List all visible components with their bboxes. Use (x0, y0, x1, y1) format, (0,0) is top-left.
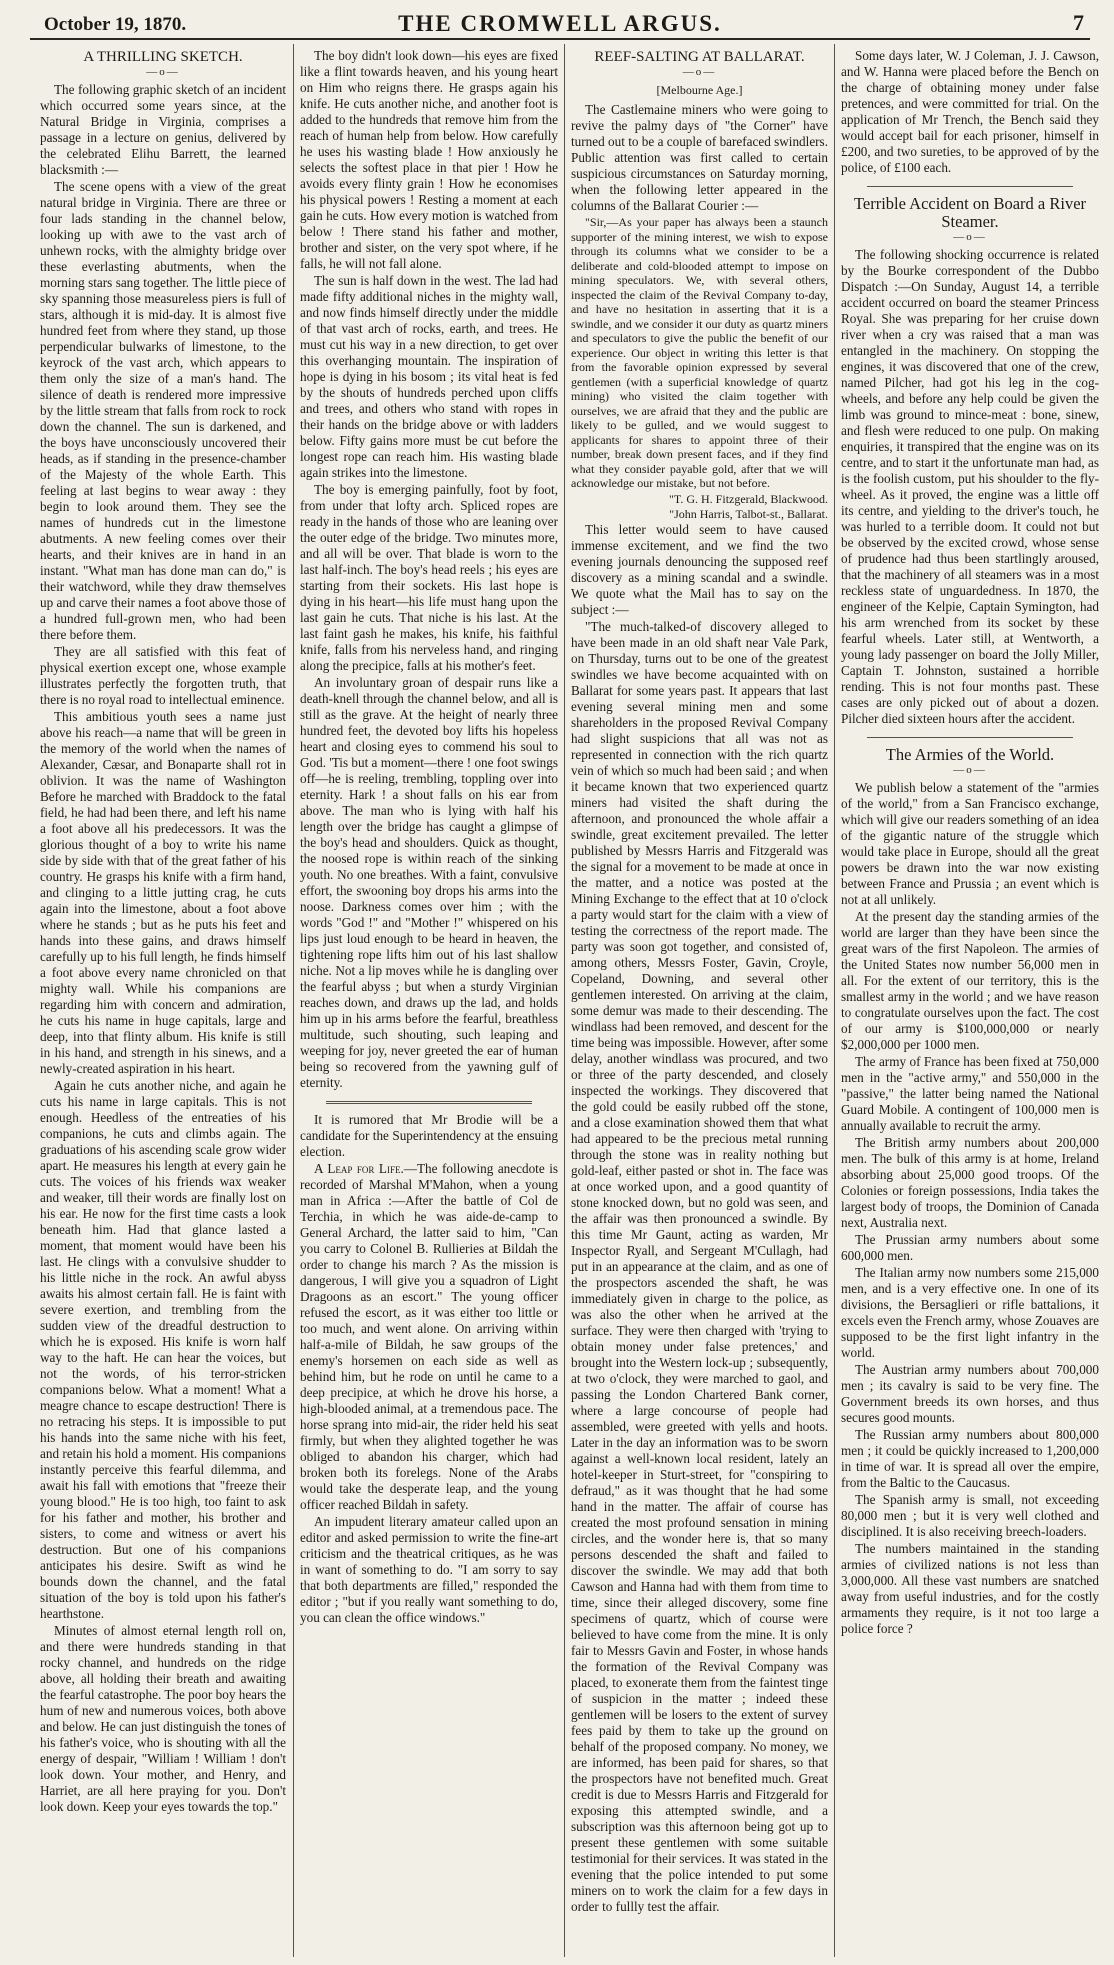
news-item-editor: An impudent literary amateur called upon an editor and asked permission to write the fine-art criticism and the theatrical critiques, as he was in want of something to do. "I am sorry to say that both departments are filled," responded the editor ; "but if you really want something to do, you can clean the office windows." (300, 1514, 558, 1625)
column-divider (834, 44, 835, 1957)
news-item-brodie: It is rumored that Mr Brodie will be a candidate for the Superintendency at the ensuing election. (300, 1112, 558, 1159)
page-number: 7 (1073, 10, 1084, 35)
article-paragraph: This ambitious youth sees a name just above his reach—a name that will be green in the memory of the world when the names of Alexander, Cæsar, and Bonaparte shall rot in oblivion. It was the name of Washington Before he marched with Braddock to the fatal field, he had had been there, and left his name a foot above all his predecessors. It was the glorious thought of a boy to write his name side by side with that of the great father of his country. He grasps his knife with a firm hand, and clinging to a little jutting crag, he cuts again into the limestone, about a foot above where he stands ; but as he puts his feet and hands into these gains, and draws himself carefully up to his full length, he finds himself a foot above every name chronicled on that mighty wall. While his companions are regarding him with concern and admiration, he cuts his name in huge capitals, large and deep, into that flinty album. His knife is still in his hand, and strength in his sinews, and a newly-created aspiration in his heart. (40, 709, 286, 1076)
masthead (30, 8, 1090, 40)
article-paragraph: Again he cuts another niche, and again he cuts his name in large capitals. This is not enough. Heedless of the entreaties of his companions, he cuts and climbs again. The graduations of his ascending scale grow wider apart. He measures his length at every gain he cuts. The voices of his friends wax weaker and weaker, till their words are finally lost on his ear. He now for the first time casts a look beneath him. Had that glance lasted a moment, that moment would have been his last. He clings with a convulsive shudder to his little niche in the rock. An awful abyss awaits his almost certain fall. He is faint with severe exertion, and trembling from the sudden view of the dreadful destruction to which he is exposed. His knife is worn half way to the haft. He can hear the voices, but not the words, of his terror-stricken companions below. What a moment! What a meagre chance to escape destruction! There is no retracing his steps. It is impossible to put his hands into the same niche with his feet, and retain his hold a moment. His companions instantly perceive this fearful dilemma, and await his fall with emotions that "freeze their young blood." He is too high, too faint to ask for his father and mother, his brother and sisters, to come and witness or avert his destruction. But one of his companions anticipates his desire. Swift as wind he bounds down the channel, and the fatal situation of the boy is told upon his father's hearthstone. (40, 1078, 286, 1621)
column-2 (300, 48, 558, 1953)
article-paragraph: The Prussian army numbers about some 600,000 men. (841, 1232, 1099, 1263)
article-paragraph: Minutes of almost eternal length roll on, and there were hundreds standing in that rocky channel, and hundreds on the ridge above, all holding their breath and awaiting the fearful catastrophe. The poor boy hears the hum of new and numerous voices, both above and below. He can just distinguish the tones of his father's voice, who is shouting with all the energy of despair, "William ! William ! don't look down. Your mother, and Henry, and Harriet, are all here praying for you. Don't look down. Keep your eyes towards the top." (40, 1623, 286, 1814)
article-paragraph: The Austrian army numbers about 700,000 men ; its cavalry is said to be very fine. The Government breeds its own horses, and thus secures good mounts. (841, 1362, 1099, 1425)
column-4 (841, 48, 1099, 1953)
article-paragraph: The numbers maintained in the standing armies of civilized nations is not less than 3,000,000. All these vast numbers are snatched away from useful industries, and for the costly armaments they require, is it not too large a police force ? (841, 1541, 1099, 1636)
article-paragraph: They are all satisfied with this feat of physical exertion except one, whose example illustrates perfectly the forgotten truth, that there is no royal road to intellectual eminence. (40, 644, 286, 707)
heading-ornament: —o— (146, 66, 180, 78)
article-source: [Melbourne Age.] (656, 83, 743, 97)
article-separator (326, 1101, 532, 1104)
article-paragraph: The army of France has been fixed at 750,000 men in the "active army," and 550,000 in the "passive," the latter being named the National Guard Mobile. A contingent of 100,000 men is annually available to recruit the army. (841, 1054, 1099, 1133)
article-paragraph: The Castlemaine miners who were going to revive the palmy days of "the Corner" have turned out to be a couple of barefaced swindlers. Public attention was first called to certain suspicious circumstances on Saturday morning, when the following letter appeared in the columns of the Ballarat Courier :— (571, 102, 828, 213)
item-text: —The following anecdote is recorded of Marshal M'Mahon, when a young man in Africa :—After the battle of Col de Terchia, in which he was aide-de-camp to General Archard, the latter said to him, "Can you carry to Colonel B. Rullieries at Bildah the order to change his march ? As the mission is dangerous, I will give you a squadron of Light Dragoons as an escort." The young officer refused the escort, as it was either too little or too much, and went alone. On arriving within half-a-mile of Bildah, he saw groups of the enemy's horsemen on each side as well as behind him, but he rode on until he came to a deep precipice, at which he drove his horse, a high-blooded animal, at a tremendous pace. The horse sprang into mid-air, the rider held his seat firmly, but when they alighted together he was obliged to abandon his charger, which had broken both its forelegs. None of the Arabs would take the desperate leap, and the young officer reached Bildah in safety. (300, 1161, 558, 1512)
article-paragraph: The boy is emerging painfully, foot by foot, from under that lofty arch. Spliced ropes are ready in the hands of those who are leaning over the outer edge of the bridge. Two minutes more, and all will be over. That blade is worn to the last half-inch. The boy's head reels ; his eyes are starting from their sockets. His last hope is dying in his heart—his life must hang upon the last gain he cuts. That niche is his last. At the last faint gash he makes, his knife, his faithful knife, falls from his nerveless hand, and ringing along the precipice, falls at his mother's feet. (300, 482, 558, 673)
article-paragraph: The Italian army now numbers some 215,000 men, and is a very effective one. In one of its divisions, the Bersaglieri or rifle battalions, it excels even the French army, whose Zouaves are supposed to be the first light infantry in the world. (841, 1265, 1099, 1360)
article-paragraph: The British army numbers about 200,000 men. The bulk of this army is at home, Ireland absorbing about 25,000 good troops. Of the Colonies or foreign possessions, India takes the largest body of troops, the Dominion of Canada next, Australia next. (841, 1135, 1099, 1230)
news-item-leap (300, 1161, 558, 1513)
article-heading: The Armies of the World. (885, 745, 1055, 764)
article-paragraph: The Russian army numbers about 800,000 men ; it could be quickly increased to 1,200,000 in time of war. It is spread all over the empire, from the Baltic to the Caucasus. (841, 1427, 1099, 1490)
heading-ornament: —o— (953, 764, 987, 776)
newspaper-title: THE CROMWELL ARGUS. (398, 11, 722, 36)
article-paragraph: The boy didn't look down—his eyes are fixed like a flint towards heaven, and his young heart on Him who reigns there. He grasps again his knife. He cuts another niche, and another foot is added to the hundreds that remove him from the reach of human help from below. How carefully he uses his wasting blade ! How anxiously he selects the softest place in that pier ! How he avoids every flinty grain ! How he economises his physical powers ! Resting a moment at each gain he cuts. How every motion is watched from below ! There stand his father and mother, brother and sister, on the very spot where, if he falls, he will not fall alone. (300, 48, 558, 271)
letter-text: "Sir,—As your paper has always been a staunch supporter of the mining interest, we wish to expose through its columns what we consider to be a deliberate and cold-blooded attempt to impose on mining speculators. We, with several others, inspected the claim of the Revival Company to-day, and have no hesitation in asserting that it is a swindle, and we consider it our duty as quartz miners and speculators to give the public the benefit of our experience. Our object in writing this letter is that from the favorable opinion expressed by several gentlemen (with a superficial knowledge of quartz mining) who visited the claim together with ourselves, we are afraid that they and the public are likely to be gulled, and we would suggest to applicants for shares to appoint three of their number, break down present faces, and if they find what they consider payable gold, after that we will acknowledge our mistake, but not before. (571, 215, 828, 490)
article-paragraph: The following graphic sketch of an incident which occurred some years since, at the Natural Bridge in Virginia, comprises a passage in a lecture on genius, delivered by the celebrated Elihu Barrett, the learned blacksmith :— (40, 82, 286, 177)
article-paragraph: This letter would seem to have caused immense excitement, and we find the two evening journals denouncing the supposed reef discovery as a mining scandal and a swindle. We quote what the Mail has to say on the subject :— (571, 521, 828, 617)
article-paragraph: An involuntary groan of despair runs like a death-knell through the channel below, and all is still as the grave. At the height of nearly three hundred feet, the devoted boy lifts his hopeless heart and closing eyes to commend his soul to God. 'Tis but a moment—there ! one foot swings off—he is reeling, trembling, toppling over into eternity. Hark ! a shout falls on his ear from above. The man who is lying with half his length over the bridge has caught a glimpse of the boy's head and shoulders. Quick as thought, the noosed rope is within reach of the sinking youth. No one breathes. With a faint, convulsive effort, the swooning boy drops his arms into the noose. Darkness comes over him ; with the words "God !" and "Mother !" whispered on his lips just loud enough to be heard in heaven, the tightening rope lifts him out of his last shallow niche. Not a lip moves while he is dangling over the fearful abyss ; but when a sturdy Virginian reaches down, and draws up the lad, and holds him up in his arms before the fearful, breathless multitude, such shouting, such leaping and weeping for joy, never greeted the ear of human being so recovered from the yawning gulf of eternity. (300, 675, 558, 1090)
letter-signature: "T. G. H. Fitzgerald, Blackwood. (669, 491, 828, 506)
column-divider (564, 44, 565, 1957)
article-heading: A THRILLING SKETCH. (83, 49, 243, 65)
article-separator (867, 737, 1073, 738)
article-paragraph: At the present day the standing armies of the world are larger than they have been since the great wars of the first Napoleon. The armies of the United States now number 56,000 men in all. For the extent of our territory, this is the smallest army in the world ; and we have reason to congratulate ourselves upon the fact. The cost of our army is $100,000,000 or nearly $2,000,000 per 1000 men. (841, 909, 1099, 1052)
article-paragraph: The scene opens with a view of the great natural bridge in Virginia. There are three or four lads standing in the channel below, looking up with awe to the vast arch of unhewn rocks, with the almighty bridge over these everlasting abutments, when the morning stars sang together. The little piece of sky spanning those measureless piers is full of stars, although it is mid-day. It is almost five hundred feet from where they stand, up those perpendicular bulwarks of limestone, to the keyrock of the vast arch, which appears to them only the size of a man's hand. The silence of death is rendered more impressive by the little stream that falls from rock to rock down the channel. The sun is darkened, and the boys have unconsciously uncovered their heads, as if standing in the presence-chamber of the Majesty of the whole Earth. This feeling at last begins to wear away : they begin to look around them. They see the names of hundreds cut in the limestone abutments. A new feeling comes over their hearts, and their knives are in hand in an instant. "What man has done man can do," is their watchword, while they draw themselves up and carve their names a foot above those of a hundred full-grown men, who had been there before them. (40, 179, 286, 642)
heading-ornament: —o— (682, 66, 717, 78)
column-1 (40, 48, 286, 1953)
article-heading: REEF-SALTING AT BALLARAT. (594, 49, 805, 65)
article-paragraph: "The much-talked-of discovery alleged to have been made in an old shaft near Vale Park, on Thursday, turns out to be one of the greatest swindles we have become acquainted with on Ballarat for some years past. It appears that last evening several mining men and some shareholders in the proposed Revival Company had slight suspicions that all was not as represented in connection with the rich quartz vein of which so much had been said ; and when it became known that two experienced quartz miners had visited the shaft during the afternoon, and pronounced the whole affair a swindle, great excitement prevailed. The letter published by Messrs Harris and Fitzgerald was the signal for a movement to be made at once in the matter, and a notice was posted at the Mining Exchange to the effect that at 10 o'clock a party would start for the claim with a view of testing the correctness of the report made. The party was soon got together, and consisted of, among others, Messrs Foster, Gavin, Croyle, Copeland, Downing, and several other gentlemen interested. On arriving at the claim, some demur was made to their descending. The windlass had been removed, and descent for the time being was impossible. However, after some delay, another windlass was procured, and two or three of the party descended, and closely inspected the workings. They discovered that the gold could be easily rubbed off the stone, and a close examination showed them that what had appeared to be the precious metal running through the stone was in reality nothing but gold-leaf, either pasted or shot in. The face was at once worked upon, and a good quantity of stone knocked down, but no gold was seen, and the affair was then pronounced a swindle. By this time Mr Gaunt, acting as warden, Mr Inspector Ryall, and Sergeant M'Cullagh, had put in an appearance at the claim, and as one of the prospectors ascended the shaft, he was immediately given in charge to the police, as was also the other when he arrived at the surface. They were then charged with 'trying to obtain money under false pretences,' and brought into the Western lock-up ; subsequently, at two o'clock, they were marched to gaol, and passing the London Chartered Bank corner, where a large concourse of people had assembled, were greeted with yells and hoots. Later in the day an information was to be sworn against a well-known local resident, lately an hotel-keeper in Sturt-street, for "conspiring to defraud," as it was thought that he had some hand in the matter. The affair of course has created the most profound sensation in mining circles, and the wonder here is, that so many persons descended the shaft and failed to discover the swindle. We may add that both Cawson and Hanna had with them from time to time, since their alleged discovery, some fine specimens of quartz, which of course were believed to have come from the mine. It is only fair to Messrs Gavin and Foster, in whose hands the formation of the Revival Company was placed, to exonerate them from the faintest tinge of suspicion in the matter ; indeed these gentlemen will be losers to the extent of survey fees paid by them to take up the ground on behalf of the proposed company. No money, we are informed, has been paid for shares, so that the prospectors have not benefited much. Great credit is due to Messrs Harris and Fitzgerald for exposing this attempted swindle, and a subscription was this afternoon being got up to present these gentlemen with some suitable testimonial for their services. It was stated in the evening that the police intended to put some miners on to work the claim for a few days in order to fullly test the affair. (571, 618, 828, 1914)
article-paragraph: The sun is half down in the west. The lad had made fifty additional niches in the mighty wall, and now finds himself directly under the middle of that vast arch of rocks, earth, and trees. He must cut his way in a new direction, to get over this overhanging mountain. The inspiration of hope is dying in his bosom ; its vital heat is fed by the shouts of hundreds perched upon cliffs and trees, and others who stand with ropes in their hands on the bridge above or with ladders below. Fifty gains more must be cut before the longest rope can reach him. His wasting blade again strikes into the limestone. (300, 273, 558, 480)
article-heading: Terrible Accident on Board a River Steamer. (853, 194, 1087, 231)
article-paragraph: We publish below a statement of the "armies of the world," from a San Francisco exchange, which will give our readers something of an idea of the gigantic nature of the struggle which would take place in Europe, should all the great powers be drawn into the war now existing between France and Prussia ; an event which is not at all unlikely. (841, 780, 1099, 907)
letter-signature: "John Harris, Talbot-st., Ballarat. (669, 506, 828, 521)
issue-date: October 19, 1870. (44, 14, 187, 35)
item-lead: A Leap for Life. (314, 1161, 404, 1176)
article-paragraph: The following shocking occurrence is related by the Bourke correspondent of the Dubbo Dispatch :—On Sunday, August 14, a terrible accident occurred on board the steamer Princess Royal. She was preparing for her cruise down river when a cry was raised that a man was entangled in the machinery. On stopping the engines, it was discovered that one of the crew, named Pilcher, had got his leg in the cog-wheels, and before any help could be given the limb was ground to mince-meat : bone, sinew, and flesh were reduced to one pulp. On making enquiries, it transpired that the engine was on its centre, and to start it the unfortunate man had, as is the foolish custom, put his shoulder to the fly-wheel. As it proved, the engine was a little off its centre, and yielding to the driver's touch, he was hurled to a terrible doom. It could not but be observed by the excited crowd, whose sense of prudence had thus been startlingly aroused, that the machinery of all steamers was in a most reckless state of unguardedness. In 1870, the engineer of the Kelpie, Captain Symington, had his arm wrenched from its socket by these fearful wheels. Later still, at Wentworth, a young lady passenger on board the Jolly Miller, Captain T. Johnston, sustained a horrible rending. This is not four months past. These cases are only picked out of about a dozen. Pilcher died sixteen hours after the accident. (841, 247, 1099, 726)
article-separator (867, 186, 1073, 187)
column-divider (293, 44, 294, 1957)
heading-ornament: —o— (953, 231, 987, 243)
article-paragraph: Some days later, W. J Coleman, J. J. Cawson, and W. Hanna were placed before the Bench on the charge of obtaining money under false pretences, and were committed for trial. On the application of Mr Trench, the Bench said they would accept bail for each prisoner, himself in £200, and two sureties, to be approved of by the police, of £100 each. (841, 48, 1099, 175)
column-3 (571, 48, 828, 1953)
article-paragraph: The Spanish army is small, not exceeding 80,000 men ; but it is very well clothed and disciplined. It is also receiving breech-loaders. (841, 1492, 1099, 1539)
